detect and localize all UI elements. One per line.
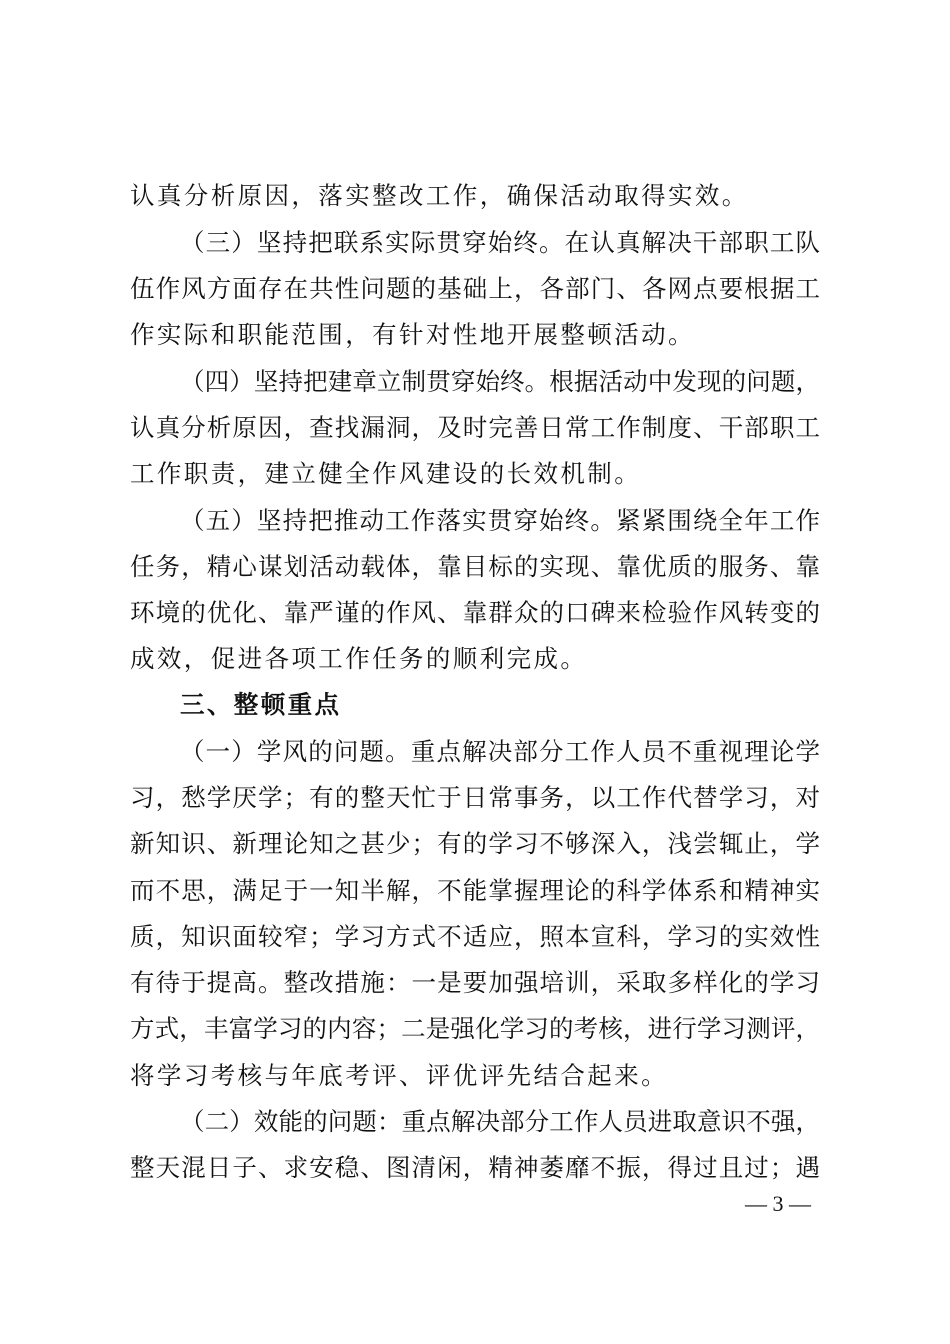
text-line: 将学习考核与年底考评、评优评先结合起来。 (130, 1061, 668, 1090)
text-line: 新知识、新理论知之甚少；有的学习不够深入，浅尝辄止，学 (130, 829, 820, 858)
page-number: — 3 — (745, 1191, 811, 1216)
section-heading: 三、整顿重点 (180, 690, 342, 719)
text-line: 环境的优化、靠严谨的作风、靠群众的口碑来检验作风转变的 (130, 598, 820, 627)
text-line: 认真分析原因，查找漏洞，及时完善日常工作制度、干部职工 (130, 413, 820, 442)
text-line: 整天混日子、求安稳、图清闲，精神萎靡不振，得过且过；遇 (130, 1153, 820, 1182)
text-line: 工作职责，建立健全作风建设的长效机制。 (130, 459, 642, 488)
text-line: 质，知识面较窄；学习方式不适应，照本宣科，学习的实效性 (130, 922, 820, 951)
text-line: （五）坚持把推动工作落实贯穿始终。紧紧围绕全年工作 (180, 506, 820, 535)
text-line: 认真分析原因，落实整改工作，确保活动取得实效。 (130, 181, 749, 210)
text-line: 习，愁学厌学；有的整天忙于日常事务，以工作代替学习，对 (130, 783, 820, 812)
text-line: 伍作风方面存在共性问题的基础上，各部门、各网点要根据工 (130, 274, 820, 303)
text-line: （四）坚持把建章立制贯穿始终。根据活动中发现的问题， (180, 367, 820, 396)
text-line: （二）效能的问题：重点解决部分工作人员进取意识不强， (180, 1107, 820, 1136)
text-line: 有待于提高。整改措施：一是要加强培训，采取多样化的学习 (130, 968, 820, 997)
text-line: 方式，丰富学习的内容；二是强化学习的考核，进行学习测评， (130, 1014, 820, 1043)
text-line: （三）坚持把联系实际贯穿始终。在认真解决干部职工队 (180, 228, 820, 257)
text-line: （一）学风的问题。重点解决部分工作人员不重视理论学 (180, 737, 820, 766)
text-line: 而不思，满足于一知半解，不能掌握理论的科学体系和精神实 (130, 876, 820, 905)
text-line: 作实际和职能范围，有针对性地开展整顿活动。 (130, 320, 695, 349)
text-line: 任务，精心谋划活动载体，靠目标的实现、靠优质的服务、靠 (130, 552, 820, 581)
text-line: 成效，促进各项工作任务的顺利完成。 (130, 644, 588, 673)
